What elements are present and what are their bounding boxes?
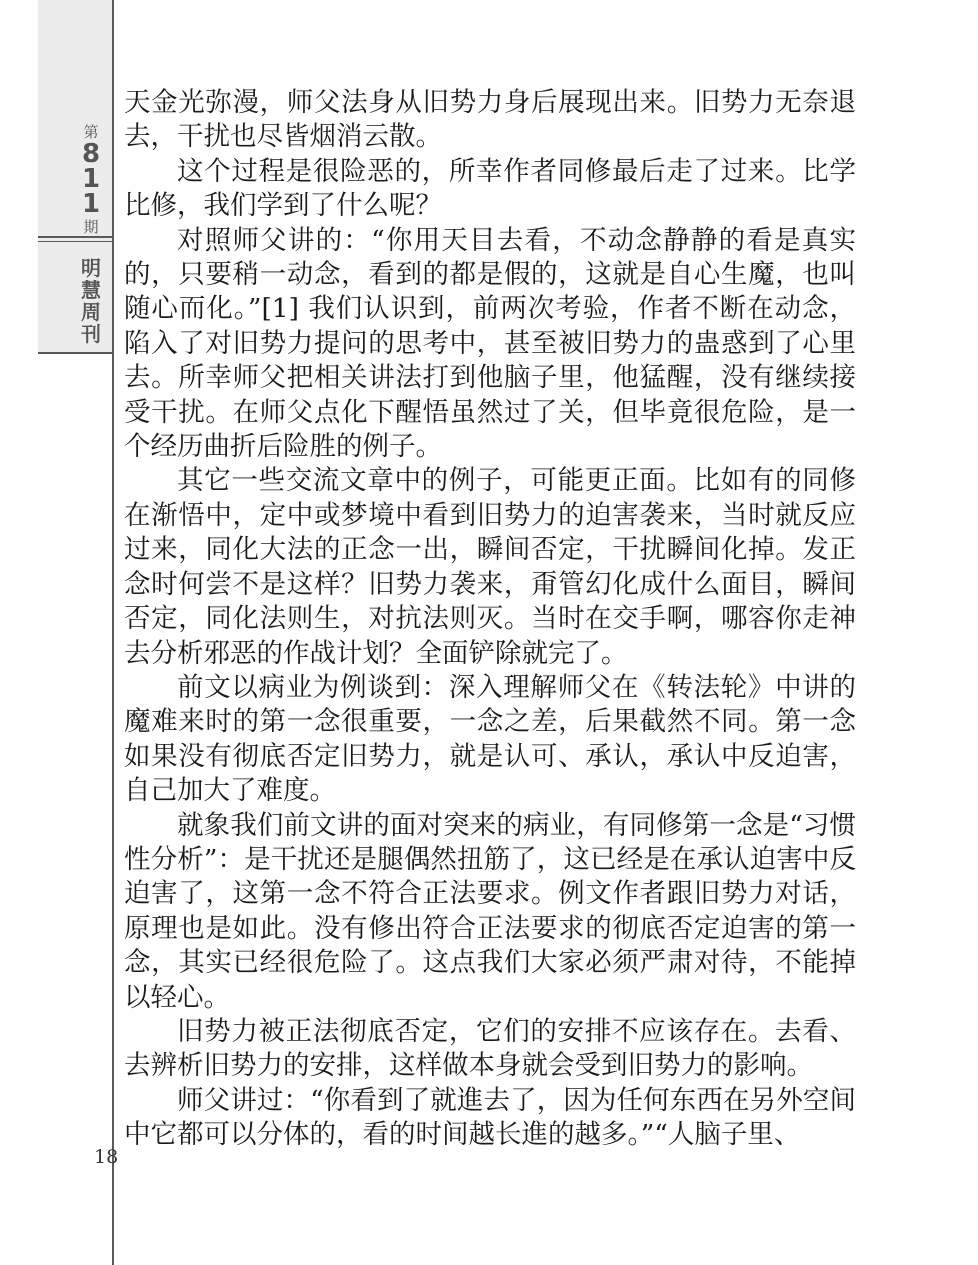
issue-digit: 1 [81, 164, 101, 194]
margin-rule [112, 0, 114, 1265]
magazine-char: 刊 [81, 322, 101, 346]
issue-number [81, 139, 101, 219]
paragraph: 师父讲过：“你看到了就進去了，因为任何东西在另外空间中它都可以分体的，看的时间越长進的越多。”“人脑子里、 [124, 1084, 856, 1151]
page-number: 18 [94, 1146, 119, 1168]
paragraph: 天金光弥漫，师父法身从旧势力身后展现出来。旧势力无奈退去，干扰也尽皆烟消云散。 [124, 87, 856, 153]
issue-prefix: 第 [83, 123, 99, 141]
magazine-char: 慧 [81, 278, 101, 302]
paragraph: 旧势力被正法彻底否定，它们的安排不应该存在。去看、去辨析旧势力的安排，这样做本身就会受到旧势力的影响。 [124, 1015, 856, 1082]
paragraph: 其它一些交流文章中的例子，可能更正面。比如有的同修在渐悟中，定中或梦境中看到旧势力的迫害袭来，当时就反应过来，同化大法的正念一出，瞬间否定，干扰瞬间化掉。发正念时何尝不是这样？旧势力袭来，甭管幻化成什么面目，瞬间否定，同化法则生，对抗法则灭。当时在交手啊，哪容你走神去分析邪恶的作战计划？全面铲除就完了。 [124, 465, 856, 669]
issue-suffix: 期 [83, 218, 99, 236]
issue-digit: 1 [81, 189, 101, 219]
magazine-char: 周 [81, 300, 101, 324]
sidebar-bottom-rule [38, 352, 112, 354]
issue-digit: 8 [81, 139, 101, 169]
paragraph: 就象我们前文讲的面对突来的病业，有同修第一念是“习惯性分析”：是干扰还是腿偶然扭筋了，这已经是在承认迫害中反迫害了，这第一念不符合正法要求。例文作者跟旧势力对话，原理也是如此。没有修出符合正法要求的彻底否定迫害的第一念，其实已经很危险了。这点我们大家必须严肃对待，不能掉以轻心。 [124, 809, 856, 1013]
magazine-name [70, 257, 112, 345]
issue-number-label [70, 122, 112, 237]
paragraph: 前文以病业为例谈到：深入理解师父在《转法轮》中讲的魔难来时的第一念很重要，一念之差，后果截然不同。第一念如果没有彻底否定旧势力，就是认可、承认，承认中反迫害，自己加大了难度。 [124, 671, 856, 807]
paragraph: 这个过程是很险恶的，所幸作者同修最后走了过来。比学比修，我们学到了什么呢？ [124, 155, 856, 222]
sidebar-divider-bottom [38, 241, 112, 242]
article-body [124, 86, 856, 1153]
magazine-char: 明 [81, 256, 101, 280]
paragraph: 对照师父讲的：“你用天目去看，不动念静静的看是真实的，只要稍一动念，看到的都是假的，这就是自心生魔，也叫随心而化。”[1] 我们认识到，前两次考验，作者不断在动念，陷入了对旧势力提问的思考中，甚至被旧势力的蛊惑到了心里去。所幸师父把相关讲法打到他脑子里，他猛醒，没有继续接受干扰。在师父点化下醒悟虽然过了关，但毕竟很危险，是一个经历曲折后险胜的例子。 [124, 224, 856, 463]
